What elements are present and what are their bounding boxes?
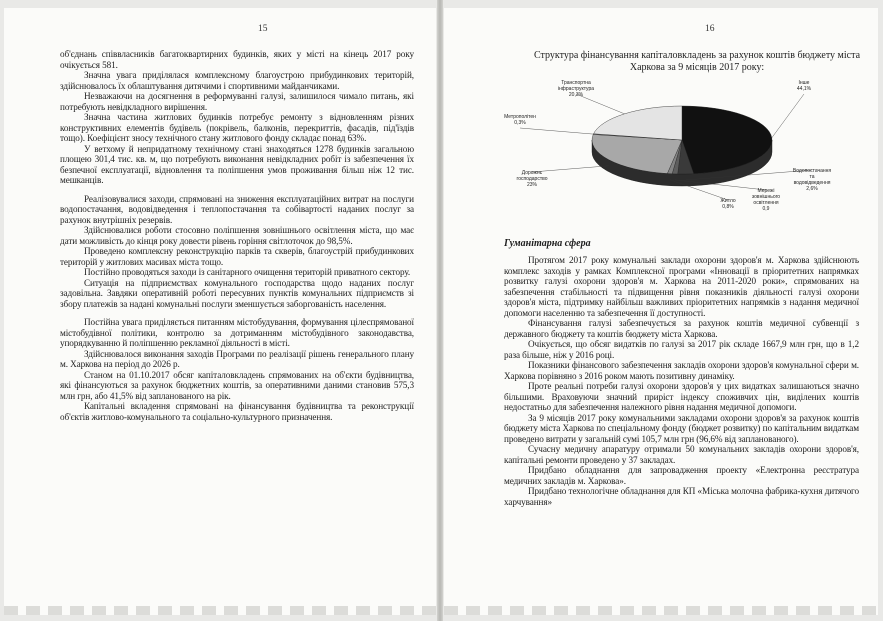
section-heading: Гуманітарна сфера	[504, 238, 591, 249]
paragraph: Здійснювалося виконання заходів Програми по реалізації рішень генерального плану м. Харкова на період до 2026 р.	[60, 348, 414, 369]
pie-leader-line	[520, 128, 593, 134]
page-body	[504, 238, 859, 507]
document-page-left	[4, 8, 436, 615]
paragraph: Незважаючи на досягнення в реформуванні галузі, залишилося чимало питань, які потребують невідкладного вирішення.	[60, 91, 414, 112]
pie-leader-line	[576, 94, 624, 114]
scan-edge	[4, 606, 436, 615]
pie-label: Дорожнє господарство 23%	[516, 170, 548, 188]
paragraph: Здійснювалися роботи стосовно поліпшення зовнішнього освітлення міста, що має дати можливість до кінця року довести рівень горіння світлоточок до 98,5%.	[60, 225, 414, 246]
scan-edge	[444, 606, 878, 615]
paragraph: Протягом 2017 року комунальні заклади охорони здоров'я м. Харкова здійснюють комплекс заходів у рамках Комплексної програми «Інновації в пріоритетних напрямках розвитку галузі охорони здоров'я м. Харкова на 2011-2020 роки», спрямованих на забезпечення стабільності та підвищення рівня показників діяльності галузі охорони здоров'я міста, підтримку найбільш важливих пріоритетних напрямків з надання медичної допомоги населенню та забезпечення її доступності.	[504, 255, 859, 318]
paragraph: Проте реальні потреби галузі охорони здоров'я у цих видатках залишаються значно більшими. Враховуючи значний приріст індексу споживчих цін, виділених коштів недостатньо для забезпечення належного рівня надання медичної допомоги.	[504, 381, 859, 412]
paragraph: Ситуація на підприємствах комунального господарства щодо наданих послуг задовільна. Завдяки оперативній роботі пересувних пунктів комунальних підприємств зі збору платежів за надані комунальні послуги зменшується заборгованість населення.	[60, 277, 414, 309]
pie-label: Метрополітен 0,3%	[504, 114, 536, 126]
page-number: 16	[705, 24, 715, 34]
paragraph: Фінансування галузі забезпечується за рахунок коштів медичної субвенції з державного бюджету та коштів бюджету міста Харкова.	[504, 318, 859, 339]
book-gutter	[437, 0, 443, 621]
paragraph: Станом на 01.10.2017 обсяг капіталовкладень спрямованих на об'єкти будівництва, які фінансуються за рахунок бюджетних коштів, за оперативними даними становив 575,3 млн грн, або 41,5% від запланованого на рік.	[60, 369, 414, 401]
paragraph: об'єднань співвласників багатоквартирних будинків, яких у місті на кінець 2017 року очікується 581.	[60, 49, 414, 70]
pie-label: Мережі зовнішнього освітлення 0,9	[751, 188, 781, 212]
paragraph: За 9 місяців 2017 року комунальними закладами охорони здоров'я за рахунок коштів бюджету міста Харкова по спеціальному фонду (бюджет розвитку) по капітальним видаткам проведено витрати у загальній сумі 105,7 млн грн (96,6% від запланованого).	[504, 412, 859, 444]
paragraph: Сучасну медичну апаратуру отримали 50 комунальних закладів охорони здоров'я, капітальні ремонти проведено у 37 закладах.	[504, 444, 859, 465]
paragraph: Придбано технологічне обладнання для КП «Міська молочна фабрика-кухня дитячого харчування»	[504, 486, 859, 507]
paragraph: Показники фінансового забезпечення закладів охорони здоров'я комунальної сфери м. Харкова порівняно з 2016 роком мають позитивну динаміку.	[504, 360, 859, 381]
paragraph: Постійна увага приділяється питанням містобудування, формування цілеспрямованої містобудівної політики, контролю за дотриманням містобудівного законодавства, упорядкуванню й поліпшенню рекламної діяльності в місті.	[60, 317, 414, 348]
paragraph: Реалізовувалися заходи, спрямовані на зниження експлуатаційних витрат на послуги водопостачання, водовідведення і теплопостачання та собівартості наданих послуг за рахунок внутрішніх резервів.	[60, 193, 414, 225]
pie-label: Інше 44,1%	[796, 80, 812, 92]
pie-leader-line	[772, 94, 804, 138]
page-body	[60, 49, 414, 422]
document-page-right	[444, 8, 878, 615]
paragraph: Значна увага приділялася комплексному благоустрою прибудинкових територій, здійснювалось їх облаштування дитячими і спортивними майданчиками.	[60, 70, 414, 91]
paragraph: Значна частина житлових будинків потребує ремонту з відновленням різних конструктивних елементів будівель (покрівель, балконів, перекриттів, фасадів, під'їздів тощо). Коефіцієнт зносу технічного стану житлового фонду складає понад 63%.	[60, 112, 414, 143]
paragraph: Проведено комплексну реконструкцію парків та скверів, благоустрій прибудинкових територій у житлових масивах міста тощо.	[60, 246, 414, 267]
page-number: 15	[258, 24, 268, 34]
pie-label: Житло 0,8%	[720, 198, 736, 210]
pie-label: Водопостачання та водовідведення 2,6%	[792, 168, 832, 192]
paragraph: Придбано обладнання для запровадження проекту «Електронна реєстратура медичних закладів м. Харкова».	[504, 465, 859, 486]
pie-leader-line	[532, 166, 609, 172]
paragraph: У ветхому й непридатному технічному стані знаходяться 1278 будинків загальною площею 301,4 тис. кв. м, що потребують виконання невідкладних робіт із забезпечення їх безпечної експлуатації, відновлення та поліпшення умов проживання більш ніж 12 тис. мешканців.	[60, 143, 414, 185]
paragraph: Постійно проводяться заходи із санітарного очищення територій приватного сектору.	[84, 267, 411, 277]
paragraph: Капітальні вкладення спрямовані на фінансування будівництва та реконструкції об'єктів житлово-комунального та соціально-культурного призначення.	[60, 401, 414, 422]
pie-chart	[504, 78, 859, 228]
chart-title: Структура фінансування капіталовкладень за рахунок коштів бюджету міста Харкова за 9 місяців 2017 року:	[533, 50, 861, 73]
paragraph: Очікується, що обсяг видатків по галузі за 2017 рік складе 1667,9 млн грн, що в 1,2 раза більше, ніж у 2016 році.	[504, 339, 859, 360]
pie-label: Транспортна інфраструктура 20,3%	[557, 80, 595, 98]
pie-slice	[594, 106, 682, 140]
